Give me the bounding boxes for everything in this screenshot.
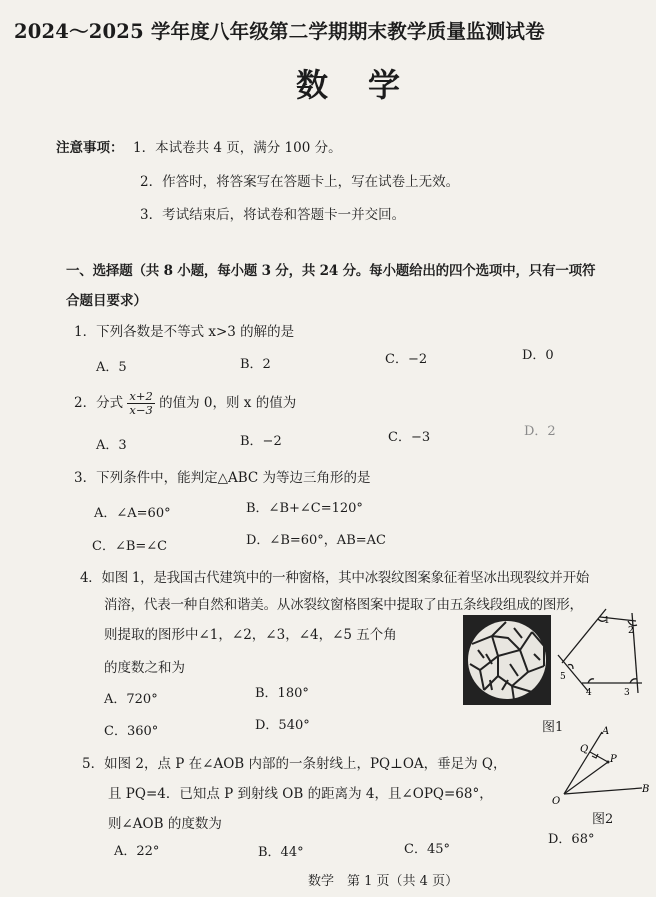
- q4-line-4: 的度数之和为: [104, 660, 185, 676]
- q3-stem: 3．下列条件中，能判定△ABC 为等边三角形的是: [74, 470, 371, 486]
- fig1-angle-label-1: 1: [604, 616, 610, 626]
- notice-item-3: 3．考试结束后，将试卷和答题卡一并交回。: [140, 207, 406, 223]
- q4-option-b: B．180°: [255, 686, 309, 701]
- q3-option-b: B．∠B+∠C=120°: [246, 501, 363, 516]
- q2-option-a: A．3: [96, 438, 127, 453]
- fig2-label-a: A: [602, 726, 610, 737]
- q2-option-b: B．−2: [240, 434, 282, 449]
- q2-suffix: 的值为 0，则 x 的值为: [159, 395, 297, 411]
- ice-crack-window-figure: [462, 614, 552, 706]
- section1-header-line2: 合题目要求）: [66, 293, 147, 309]
- q2-option-d: D．2: [524, 424, 556, 439]
- pentagon-angles-figure: [554, 607, 646, 701]
- q1-stem: 1．下列各数是不等式 x>3 的解的是: [74, 324, 295, 340]
- fig2-label-p: P: [610, 754, 617, 765]
- exam-title: 2024～2025 学年度八年级第二学期期末教学质量监测试卷: [14, 20, 545, 43]
- q2-stem: [74, 390, 296, 417]
- page-footer: 数学 第 1 页（共 4 页）: [308, 874, 459, 889]
- fig1-angle-label-3: 3: [624, 688, 630, 698]
- notice-head: 注意事项：: [56, 140, 124, 156]
- q4-option-a: A．720°: [104, 692, 158, 707]
- q2-numerator: x+2: [129, 389, 153, 403]
- fig2-label-q: Q: [580, 744, 589, 755]
- q5-option-b: B．44°: [258, 845, 304, 860]
- fig2-label-b: B: [642, 784, 650, 795]
- q4-line-1: 4．如图 1，是我国古代建筑中的一种窗格，其中冰裂纹图案象征着坚冰出现裂纹并开始: [80, 570, 589, 586]
- fig1-angle-label-2: 2: [628, 626, 634, 636]
- q3-option-a: A．∠A=60°: [94, 506, 171, 521]
- section1-header-line1: 一、选择题（共 8 小题，每小题 3 分，共 24 分。每小题给出的四个选项中，只有一项符: [66, 263, 596, 279]
- q5-option-d: D．68°: [548, 832, 595, 847]
- q4-option-d: D．540°: [255, 718, 310, 733]
- q5-line-3: 则∠AOB 的度数为: [108, 816, 222, 832]
- notice-item-1: 1．本试卷共 4 页，满分 100 分。: [133, 140, 342, 156]
- q1-option-d: D．0: [522, 348, 554, 363]
- q1-option-c: C．−2: [385, 352, 428, 367]
- q3-option-d: D．∠B=60°，AB=AC: [246, 533, 386, 548]
- q3-option-c: C．∠B=∠C: [92, 539, 168, 554]
- q5-option-c: C．45°: [404, 842, 450, 857]
- q2-prefix: 2．分式: [74, 395, 124, 411]
- q4-line-3: 则提取的图形中∠1，∠2，∠3，∠4，∠5 五个角: [104, 627, 397, 643]
- q2-denominator: x−3: [129, 403, 153, 417]
- subject-title: 数学: [296, 66, 441, 104]
- q2-fraction: [127, 390, 154, 417]
- q4-line-2: 消溶，代表一种自然和谐美。从冰裂纹窗格图案中提取了由五条线段组成的图形，: [104, 597, 583, 613]
- fig2-label-o: O: [552, 796, 561, 806]
- notice-item-2: 2．作答时，将答案写在答题卡上，写在试卷上无效。: [140, 174, 460, 190]
- fig1-angle-label-4: 4: [586, 688, 592, 698]
- fig2-caption: 图2: [592, 812, 614, 827]
- q5-line-1: 5．如图 2，点 P 在∠AOB 内部的一条射线上，PQ⊥OA，垂足为 Q，: [82, 756, 507, 772]
- fig1-caption: 图1: [542, 720, 564, 735]
- q1-option-b: B．2: [240, 357, 271, 372]
- fig1-angle-label-5: 5: [560, 672, 566, 682]
- q1-option-a: A．5: [96, 360, 127, 375]
- q5-option-a: A．22°: [114, 844, 160, 859]
- angle-aob-figure: [552, 722, 652, 806]
- q5-line-2: 且 PQ=4．已知点 P 到射线 OB 的距离为 4，且∠OPQ=68°，: [108, 786, 493, 802]
- q4-option-c: C．360°: [104, 724, 159, 739]
- q2-option-c: C．−3: [388, 430, 431, 445]
